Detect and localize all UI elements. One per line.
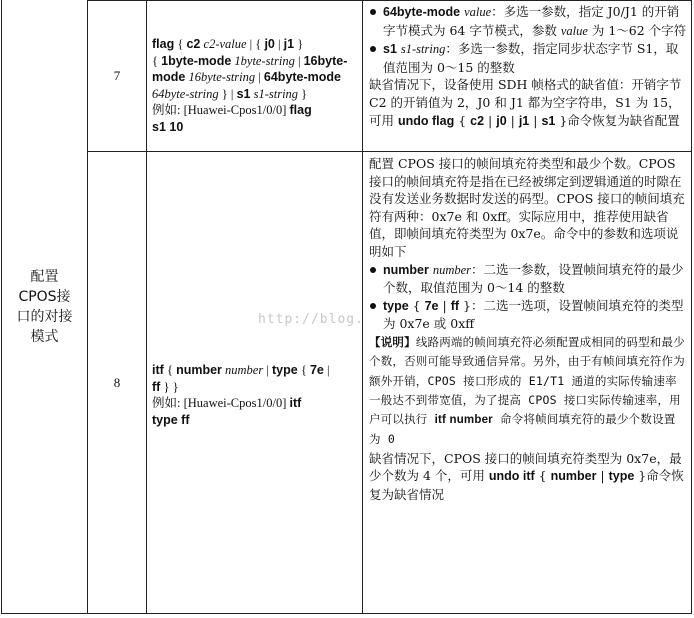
row-7-description — [369, 3, 687, 130]
param-keyword: 7e — [424, 298, 439, 313]
paragraph-text: 缺省情况下，CPOS 接口的帧间填充符类型为 0x7e，最少个数为 4 个，可用 — [369, 450, 682, 484]
cmd-keyword: j1 — [518, 113, 530, 128]
cmd-keyword: undo itf — [488, 469, 535, 484]
paragraph-text: 命令恢复为缺省配置 — [567, 112, 680, 128]
cmd-param: 64byte-string — [152, 86, 219, 101]
cmd-syntax: { — [454, 112, 471, 128]
cmd-keyword: 7e — [309, 363, 324, 377]
row-8-description-cell — [363, 155, 691, 613]
table-border-top — [87, 0, 692, 1]
row-7-command-cell — [147, 36, 362, 150]
cmd-keyword: undo flag — [397, 113, 455, 128]
param-keyword: ff — [450, 298, 460, 313]
param-text: ：多选一参数，指定同步状态字节 S1，取值范围为 0～15 的整数 — [383, 41, 679, 75]
example-keyword: type ff — [152, 412, 190, 427]
row-7-description-cell — [363, 3, 691, 151]
cmd-keyword: j0 — [264, 37, 275, 51]
cmd-syntax: | — [323, 363, 330, 377]
cmd-syntax: } — [294, 37, 304, 51]
cmd-keyword: c2 — [186, 37, 201, 51]
cmd-param: s1-string — [250, 86, 299, 101]
cmd-syntax: | — [263, 363, 272, 377]
cmd-syntax: { — [163, 363, 177, 377]
row-7-seq-cell — [88, 1, 146, 151]
bullet-item — [369, 3, 687, 40]
cmd-keyword: j1 — [283, 37, 295, 51]
bullet-dot-icon — [370, 9, 376, 15]
example-label: 例如: — [152, 103, 184, 117]
cmd-param: c2-value — [200, 37, 247, 51]
example-label: 例如: — [152, 396, 184, 410]
param-keyword: number — [383, 262, 429, 277]
cmd-param: number — [221, 363, 264, 377]
cmd-keyword: number — [176, 363, 222, 377]
default-paragraph — [369, 450, 687, 504]
row-8-seq: 8 — [113, 374, 121, 390]
note-text: 线路两端的帧间填充符必须配置成相同的码型和最少个数，否则可能导致通信异常。另外，由于有帧间填充符作为额外开销，CPOS 接口形成的 E1/T1 通道的实际传输速率一般达不到带宽值，为了提高 CPOS 接口实际传输速率，用户可以执行 — [369, 334, 685, 427]
cmd-keyword: type — [608, 469, 635, 484]
cmd-syntax: } — [298, 86, 308, 101]
paragraph-text: 缺省情况下，设备使用 SDH 帧格式的缺省值：开销字节 C2 的开销值为 2，J0 和 J1 都为空字符串，S1 为 15，可用 — [369, 77, 682, 128]
cmd-syntax: } — [634, 468, 647, 484]
param-name: value — [464, 5, 492, 19]
row-8-seq-cell — [88, 152, 146, 613]
cmd-syntax: } — [555, 112, 568, 128]
row-8-command — [152, 362, 357, 428]
cmd-syntax: { — [152, 53, 162, 68]
cmd-keyword: number — [550, 469, 597, 484]
row-7-seq: 7 — [113, 68, 121, 83]
example-keyword: itf — [289, 396, 302, 410]
cmd-keyword: flag — [152, 37, 175, 51]
bullet-item — [369, 261, 687, 297]
group-label: 配置CPOS接口的对接模式 — [16, 268, 73, 345]
param-text: ：二选一参数，设置帧间填充符的最少个数，取值范围为 0～14 的整数 — [383, 261, 684, 296]
note-text: 命令将帧间填充符的最少个数设置为 0 — [369, 412, 676, 447]
param-name: number — [432, 262, 472, 277]
group-label-cell — [2, 0, 87, 613]
cmd-syntax: | — [529, 112, 542, 128]
row-8-description — [369, 155, 687, 504]
param-text: 为 1～62 个字符 — [587, 22, 687, 38]
cmd-keyword: 16byte-mode — [152, 53, 348, 84]
bullet-dot-icon — [370, 267, 376, 273]
bullet-item — [369, 40, 687, 76]
example-prompt: [Huawei-Cpos1/0/0] — [183, 396, 290, 410]
cmd-keyword: 64byte-mode — [263, 70, 342, 84]
cmd-syntax: } — [459, 297, 471, 313]
cmd-keyword: c2 — [470, 113, 485, 128]
watermark: http://blog. — [258, 312, 364, 327]
example-keyword: flag — [289, 103, 312, 117]
row-8-command-cell — [147, 362, 362, 452]
intro-paragraph: 配置 CPOS 接口的帧间填充符类型和最少个数。CPOS 接口的帧间填充符是指在已经被绑定到逻辑通道的时隙在没有发送业务数据时发送的码型。CPOS 接口的帧间填充符有两种：0x7e 和 0xff。实际应用中，推荐使用缺省值，即帧间填充符类型为 0x7e。命令中的参数和选项说明如下 — [369, 156, 685, 259]
example-keyword: s1 10 — [152, 119, 184, 134]
paragraph-text: 命令恢复为缺省情况 — [369, 468, 684, 502]
cmd-syntax: } | — [218, 86, 237, 101]
cmd-syntax: { — [408, 297, 425, 313]
param-keyword: type — [383, 298, 409, 313]
param-keyword: 64byte-mode — [383, 5, 461, 19]
cmd-syntax: { — [297, 363, 310, 377]
cmd-syntax: | — [438, 297, 451, 313]
example-prompt: [Huawei-Cpos1/0/0] — [183, 103, 290, 117]
bullet-dot-icon — [370, 303, 376, 309]
cmd-keyword: type — [272, 363, 298, 377]
param-name: s1-string — [400, 42, 446, 57]
row-divider — [87, 151, 692, 152]
cmd-keyword: ff — [152, 379, 161, 394]
row-7-command — [152, 36, 357, 135]
cmd-syntax: { — [174, 37, 187, 51]
cmd-syntax: | — [596, 468, 609, 484]
param-text: ：二选一选项，设置帧间填充符的类型为 0x7e 或 0xff — [383, 297, 684, 332]
cmd-syntax: | — [506, 112, 519, 128]
note-tag: 【说明】 — [369, 334, 416, 349]
cmd-keyword: j0 — [496, 113, 507, 128]
cmd-param: 16byte-string — [185, 70, 256, 84]
param-text: ：多选一参数，指定 J0/J1 的开销字节模式为 64 字节模式，参数 — [383, 4, 680, 38]
cmd-keyword: 1byte-mode — [161, 53, 232, 68]
cmd-syntax: } } — [160, 379, 179, 394]
cmd-param: 1byte-string — [231, 53, 295, 68]
note-paragraph — [369, 333, 687, 450]
cmd-syntax: | { — [246, 37, 265, 51]
table-border-right — [691, 0, 692, 614]
param-keyword: s1 — [383, 42, 397, 57]
default-paragraph — [369, 76, 687, 130]
cmd-syntax: | — [484, 112, 497, 128]
cmd-syntax: | — [255, 70, 264, 84]
cmd-syntax: | — [294, 53, 304, 68]
cmd-keyword: itf number — [434, 414, 493, 427]
cmd-syntax: { — [534, 468, 551, 484]
bullet-dot-icon — [370, 46, 376, 52]
param-name: value — [560, 23, 588, 38]
cmd-syntax: | — [274, 37, 284, 51]
table-border-bottom — [1, 613, 692, 614]
cmd-keyword: s1 — [236, 86, 251, 101]
bullet-item — [369, 297, 687, 333]
cmd-keyword: s1 — [541, 113, 556, 128]
cmd-keyword: itf — [152, 363, 164, 377]
